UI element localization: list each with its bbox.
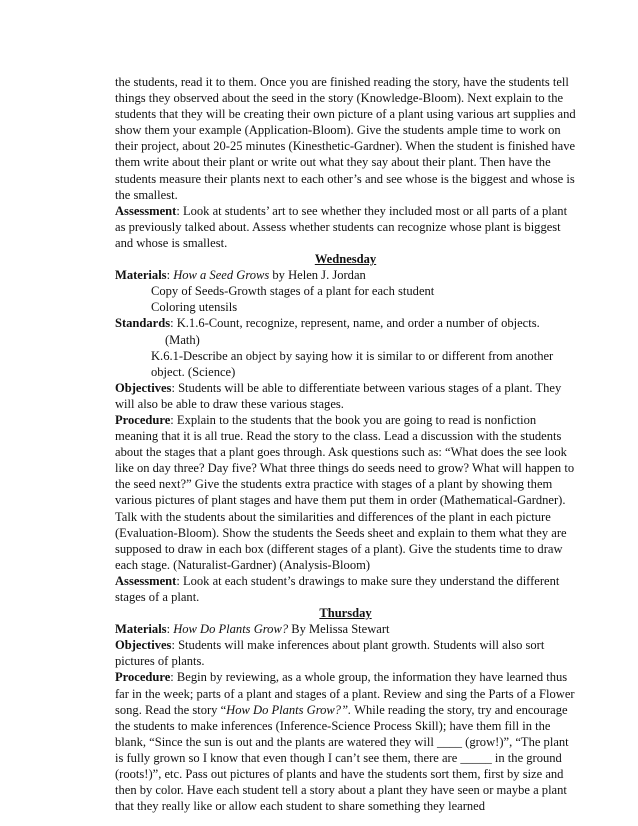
thursday-heading: Thursday xyxy=(319,606,372,621)
objectives-label: Objectives xyxy=(115,380,172,395)
standard-math-cont: (Math) xyxy=(165,332,200,347)
materials-label: Materials xyxy=(115,622,167,637)
procedure-text: : Begin by reviewing, as a whole group, the information they have learned thus far in the week; parts of a plant and stages of a plant. Review and sing the Parts of a Flower song. Read the story “ xyxy=(115,670,575,717)
materials-prefix: : xyxy=(166,268,174,283)
intro-paragraph: the students, read it to them. Once you are finished reading the story, have the students tell things they observed about the seed in the story (Knowledge-Bloom). Next explain to the students that they will be creating their own picture of a plant using various art supplies and show them your example (Application-Bloom). Give the students ample time to work on their project, about 20-25 minutes (Kinesthetic-Gardner). When the student is finished have them write about their plant or write out what they say about their plant. Then have the students measure their plants next to each other’s and see whose is the biggest and whose is the smallest. xyxy=(115,75,576,202)
standard-math: : K.1.6-Count, recognize, represent, name, and order a number of objects. xyxy=(170,316,540,331)
thursday-objectives xyxy=(115,637,576,669)
book-author: By Melissa Stewart xyxy=(288,622,390,637)
wednesday-heading: Wednesday xyxy=(314,252,377,267)
materials-item: Copy of Seeds-Growth stages of a plant for each student xyxy=(151,284,435,299)
wednesday-assessment xyxy=(115,573,576,605)
objectives-text: : Students will be able to differentiate between various stages of a plant. They will also be able to draw these various stages. xyxy=(115,380,562,411)
book-author: by Helen J. Jordan xyxy=(269,268,366,283)
wednesday-materials xyxy=(115,267,576,283)
standards-label: Standards xyxy=(115,316,171,331)
assessment-label: Assessment xyxy=(115,203,177,218)
assessment-label: Assessment xyxy=(115,573,177,588)
assessment-text: : Look at each student’s drawings to make sure they understand the different stages of a plant. xyxy=(115,573,560,604)
assessment-text: : Look at students’ art to see whether they included most or all parts of a plant as previously talked about. Assess whether students can recognize whose plant is biggest and whose is smallest. xyxy=(115,203,568,250)
story-title: How Do Plants Grow?”. xyxy=(226,702,352,717)
book-title: How a Seed Grows xyxy=(173,268,270,283)
wednesday-objectives xyxy=(115,380,576,412)
procedure-label: Procedure xyxy=(115,670,171,685)
thursday-procedure xyxy=(115,669,576,814)
materials-prefix: : xyxy=(166,622,174,637)
materials-label: Materials xyxy=(115,268,167,283)
procedure-text: : Explain to the students that the book you are going to read is nonfiction meaning that it is all true. Read the story to the class. Lead a discussion with the students about the stages that a plant goes through. Ask questions such as: “What does the see look like on day three? Day five? What three things do seeds need to grow? What will happen to the seed next?” Give the students extra practice with stages of a plant by showing them various pictures of plant stages and have them put them in order (Mathematical-Gardner). Talk with the students about the similarities and differences of the plant in each picture (Evaluation-Bloom). Show the students the Seeds sheet and explain to them what they are supposed to draw in each box (different stages of a plant). Give the students time to draw each stage. (Naturalist-Gardner) (Analysis-Bloom) xyxy=(115,412,575,572)
thursday-heading-row xyxy=(115,605,576,621)
materials-item: Coloring utensils xyxy=(151,300,238,315)
book-title: How Do Plants Grow? xyxy=(173,622,289,637)
procedure-text-cont: While reading the story, try and encourage the students to make inferences (Inference-Science Process Skill); have them fill in the blank, “Since the sun is out and the plants are watered they will ____ (grow!)”, “The plant is fully grown so I know that even though I can’t see them, there are _____ in the ground (roots!)”, etc. Pass out pictures of plants and have the students sort them, first by size and then by color. Have each student tell a story about a plant they have seen or maybe a plant that they really like or allow each student to share something they learned xyxy=(115,702,569,814)
thursday-materials xyxy=(115,621,576,637)
objectives-label: Objectives xyxy=(115,638,172,653)
objectives-text: : Students will make inferences about plant growth. Students will also sort pictures of plants. xyxy=(115,638,545,669)
procedure-label: Procedure xyxy=(115,412,171,427)
wednesday-heading-row xyxy=(115,251,576,267)
standard-science: K.6.1-Describe an object by saying how it is similar to or different from another object. (Science) xyxy=(151,348,554,379)
wednesday-procedure xyxy=(115,412,576,573)
wednesday-standards xyxy=(115,315,576,331)
tuesday-assessment xyxy=(115,203,576,251)
